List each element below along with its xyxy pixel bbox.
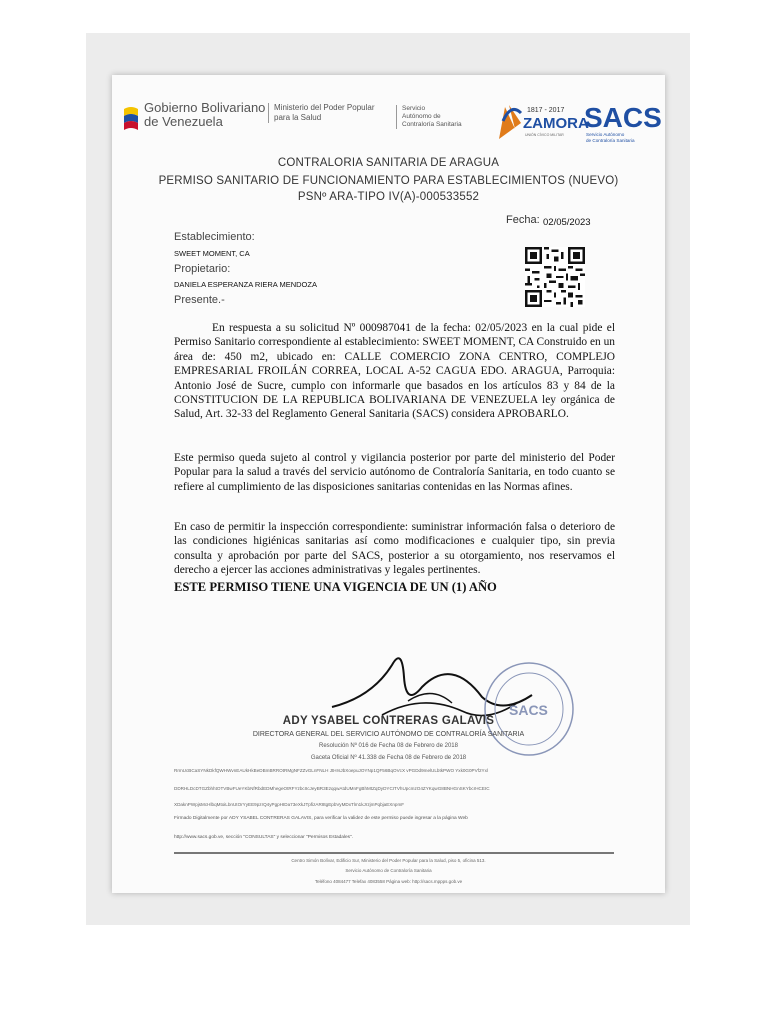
gov-line1: Gobierno Bolivariano xyxy=(144,100,266,115)
footer-contact: Teléfono 4084477 Telefax 4083558 Página web: http://sacs.mppps.gob.ve xyxy=(314,879,463,884)
sacs-logo-sub2: de Contraloría Sanitaria xyxy=(586,138,635,143)
paragraph-control: Este permiso queda sujeto al control y vigilancia posterior por parte del ministerio del Poder Popular para la salud a través del servicio autónomo de Contraloría Sanitaria, en todo cuanto se refiere al cumplimiento de las disposiciones sanitarias contenidas en las Normas afines. xyxy=(174,452,615,493)
verification-hash-1: RrmUcBCaSYNkDkfQWHWvnEAUkHkBeDBmBRROtRMgNFZZvGLnFNLH JtHrsJbXoepuJOYNp1QF56BqOVcX vPGDd9melULbtkPWO Yxk0G0PVf2Yxl xyxy=(174,768,488,773)
seal-text: SACS xyxy=(509,702,548,718)
zamora-logo xyxy=(495,99,589,143)
resolution-line: Resolución Nº 016 de Fecha 08 de Febrero de 2018 xyxy=(319,743,458,749)
sacs-line3: Contraloría Sanitaria xyxy=(402,121,462,128)
paragraph-approval: En respuesta a su solicitud Nº 000987041 de la fecha: 02/05/2023 en la cual pide el Permiso Sanitario correspondiente al establecimiento: SWEET MOMENT, CA Construido en un área de: 450 m2, ubicado en: CALLE COMERCIO ZONA CENTRO, COMPLEJO EMPRESARIAL FROILÁN CORREA, LOCAL A-52 CAGUA EDO. ARAGUA, Parroquia: Antonio José de Sucre, cumplo con informarle que basados en los artículos 83 y 84 de la CONSTITUCION DE LA REPUBLICA BOLIVARIANA DE VENEZUELA ley orgánica de Salud, Art. 32-33 del Reglamento General Sanitaria (SACS) considera APROBARLO. xyxy=(174,322,615,421)
signatory-title: DIRECTORA GENERAL DEL SERVICIO AUTÓNOMO DE CONTRALORÍA SANITARIA xyxy=(252,731,525,738)
fecha-label: Fecha: xyxy=(506,214,540,226)
zamora-years: 1817 - 2017 xyxy=(527,107,565,114)
presente-label: Presente.- xyxy=(174,294,225,306)
footer-service: Servicio Autónomo de Contraloría Sanitaria xyxy=(345,868,432,873)
propietario-label: Propietario: xyxy=(174,263,231,275)
zamora-sub: UNIÓN CÍVICO MILITAR xyxy=(525,133,564,137)
sacs-small-label xyxy=(396,105,462,129)
digital-signature-note: Firmado Digitalmente por ADY YSABEL CONTRERAS GALAVIS, para verificar la validez de este permiso puede ingresar a la página Web xyxy=(174,816,468,821)
establecimiento-value: SWEET MOMENT, CA xyxy=(174,249,250,258)
footer-address: Centro Simón Bolívar, Edificio Sur, Ministerio del Poder Popular para la Salud, piso 5, oficina 513. xyxy=(291,858,486,863)
sacs-line1: Servicio xyxy=(402,105,426,112)
ministry-line1: Ministerio del Poder Popular xyxy=(274,103,375,112)
ministry-line2: para la Salud xyxy=(274,113,322,122)
qr-code-icon xyxy=(525,247,585,307)
footer-divider xyxy=(174,852,614,854)
verification-hash-2: DDRHLDcDTGZbhhtOTVBwFUeYKbNfRbdEDMhegeOtRFYzbcIIcJeyBR3EzqqwAtdUMnFgBhMtZqDyDYCITVhUpcmzO4ZYKqwG8BNHGnSKYbcrHCEIC xyxy=(174,786,490,791)
fecha-value: 02/05/2023 xyxy=(543,217,591,228)
document-title-line2: PERMISO SANITARIO DE FUNCIONAMIENTO PARA ESTABLECIMIENTOS (NUEVO) xyxy=(158,175,619,187)
venezuela-flag-icon xyxy=(122,105,140,133)
sacs-line2: Autónomo de xyxy=(402,113,441,120)
establecimiento-label: Establecimiento: xyxy=(174,231,255,243)
sacs-logo-sub1: Servicio Autónomo xyxy=(586,132,625,137)
validity-statement: ESTE PERMISO TIENE UNA VIGENCIA DE UN (1) AÑO xyxy=(174,580,497,594)
permit-document xyxy=(112,75,665,893)
ministry-label xyxy=(268,103,375,123)
sacs-logo-text: SACS xyxy=(584,102,662,133)
verification-web-note: http://www.sacs.gob.ve, sección "CONSULTAS" y seleccionar "Permisos Estadales". xyxy=(174,835,354,840)
signatory-name: ADY YSABEL CONTRERAS GALAVIS xyxy=(282,715,495,727)
gov-line2: de Venezuela xyxy=(144,114,223,129)
permit-number: PSNº ARA-TIPO IV(A)-000533552 xyxy=(297,191,480,203)
gaceta-line: Gaceta Oficial Nº 41.338 de Fecha 08 de Febrero de 2018 xyxy=(310,755,467,761)
government-logo-text xyxy=(144,101,265,129)
zamora-text: ZAMORA xyxy=(523,115,589,132)
paragraph-inspection: En caso de permitir la inspección correspondiente: suministrar información falsa o deterioro de las condiciones higiénicas sanitarias así como modificaciones e cualquier tipo, sin previa consulta y aprobación por parte del SACS, posterior a su otorgamiento, nos reservamos el derecho a ejercer las acciones administrativas y legales pertinentes. xyxy=(174,521,615,577)
sacs-logo xyxy=(582,97,662,147)
document-title-line1: CONTRALORIA SANITARIA DE ARAGUA xyxy=(277,157,500,169)
verification-hash-3: XDaknPWpjsMcHlbqMtoiLbnUtOrYyEE9pzrQ4yPgpHIDa73eXkJTpfizAR8tgEpbVyMDxTlm1kJrzjmPqbjaEXnpmF xyxy=(174,802,405,807)
propietario-value: DANIELA ESPERANZA RIERA MENDOZA xyxy=(174,280,317,289)
